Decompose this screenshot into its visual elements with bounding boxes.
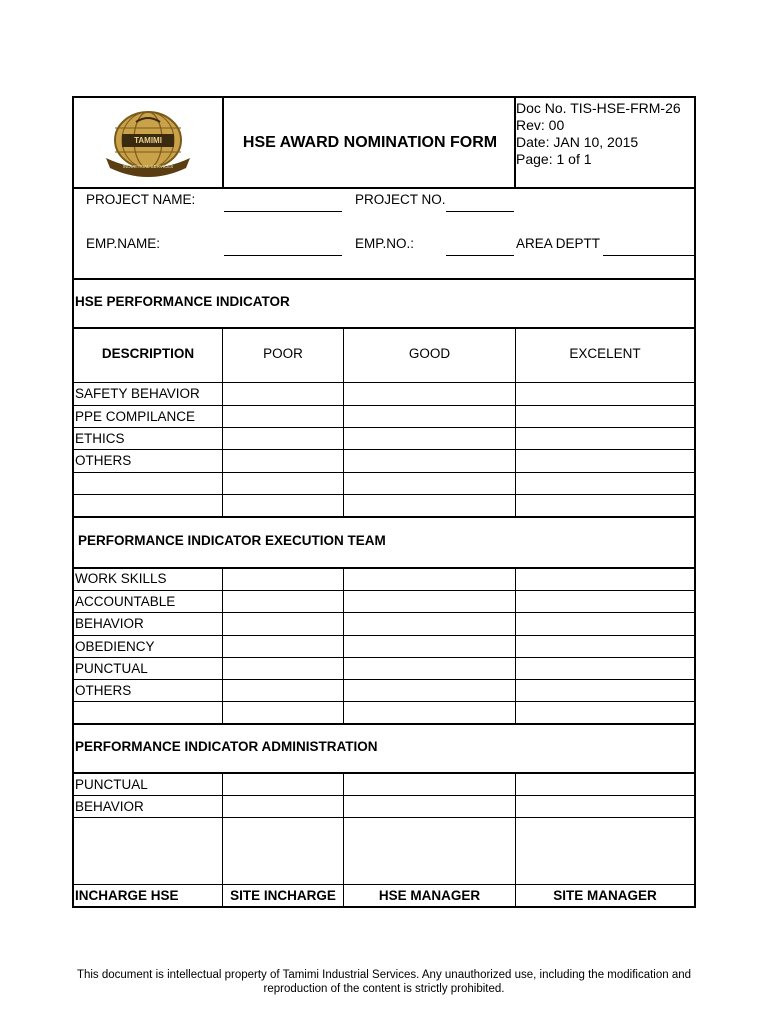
- emp-name-field[interactable]: [224, 255, 342, 256]
- section1-title: HSE PERFORMANCE INDICATOR: [75, 294, 290, 309]
- col-description: DESCRIPTION: [101, 346, 195, 361]
- section2-title: PERFORMANCE INDICATOR EXECUTION TEAM: [78, 533, 386, 548]
- list-item: BEHAVIOR: [75, 799, 144, 814]
- tamimi-logo: [96, 108, 200, 180]
- list-item: PUNCTUAL: [75, 661, 148, 676]
- list-item: PUNCTUAL: [75, 777, 148, 792]
- footer-line-2: reproduction of the content is strictly prohibited.: [263, 983, 505, 995]
- logo-text: TAMIMI: [134, 136, 162, 145]
- col-excelent: EXCELENT: [569, 346, 641, 361]
- signature-site-incharge: SITE INCHARGE: [230, 888, 336, 903]
- project-name-field[interactable]: [224, 211, 342, 212]
- signature-incharge-hse: INCHARGE HSE: [75, 888, 179, 903]
- footer-line-1: This document is intellectual property of Tamimi Industrial Services. Any unauthorized use, including the modification and: [76, 969, 692, 981]
- col-poor: POOR: [263, 346, 303, 361]
- list-item: ETHICS: [75, 431, 125, 446]
- list-item: BEHAVIOR: [75, 616, 144, 631]
- doc-date: Date: JAN 10, 2015: [516, 134, 639, 150]
- emp-name-label: EMP.NAME:: [86, 236, 161, 251]
- list-item: PPE COMPILANCE: [75, 409, 196, 424]
- doc-info: [516, 100, 681, 168]
- project-no-label: PROJECT NO.: [355, 192, 446, 207]
- doc-number: Doc No. TIS-HSE-FRM-26: [516, 100, 681, 116]
- list-item: WORK SKILLS: [75, 571, 167, 586]
- col-good: GOOD: [408, 346, 451, 361]
- list-item: OBEDIENCY: [75, 639, 155, 654]
- area-deptt-label: AREA DEPTT: [516, 236, 601, 251]
- signature-site-manager: SITE MANAGER: [553, 888, 657, 903]
- form-title: HSE AWARD NOMINATION FORM: [242, 134, 498, 151]
- revision: Rev: 00: [516, 117, 565, 133]
- logo-subtext: INDUSTRIAL SERVICES: [122, 164, 174, 169]
- footer-disclaimer: [60, 968, 708, 996]
- section3-title: PERFORMANCE INDICATOR ADMINISTRATION: [75, 739, 378, 754]
- area-deptt-field[interactable]: [603, 255, 694, 256]
- page-number: Page: 1 of 1: [516, 151, 592, 167]
- list-item: SAFETY BEHAVIOR: [75, 386, 200, 401]
- list-item: OTHERS: [75, 683, 132, 698]
- project-name-label: PROJECT NAME:: [86, 192, 196, 207]
- list-item: ACCOUNTABLE: [75, 594, 176, 609]
- project-no-field[interactable]: [446, 211, 514, 212]
- emp-no-field[interactable]: [446, 255, 514, 256]
- emp-no-label: EMP.NO.:: [355, 236, 415, 251]
- signature-hse-manager: HSE MANAGER: [378, 888, 481, 903]
- list-item: OTHERS: [75, 453, 132, 468]
- nomination-form: [72, 96, 696, 908]
